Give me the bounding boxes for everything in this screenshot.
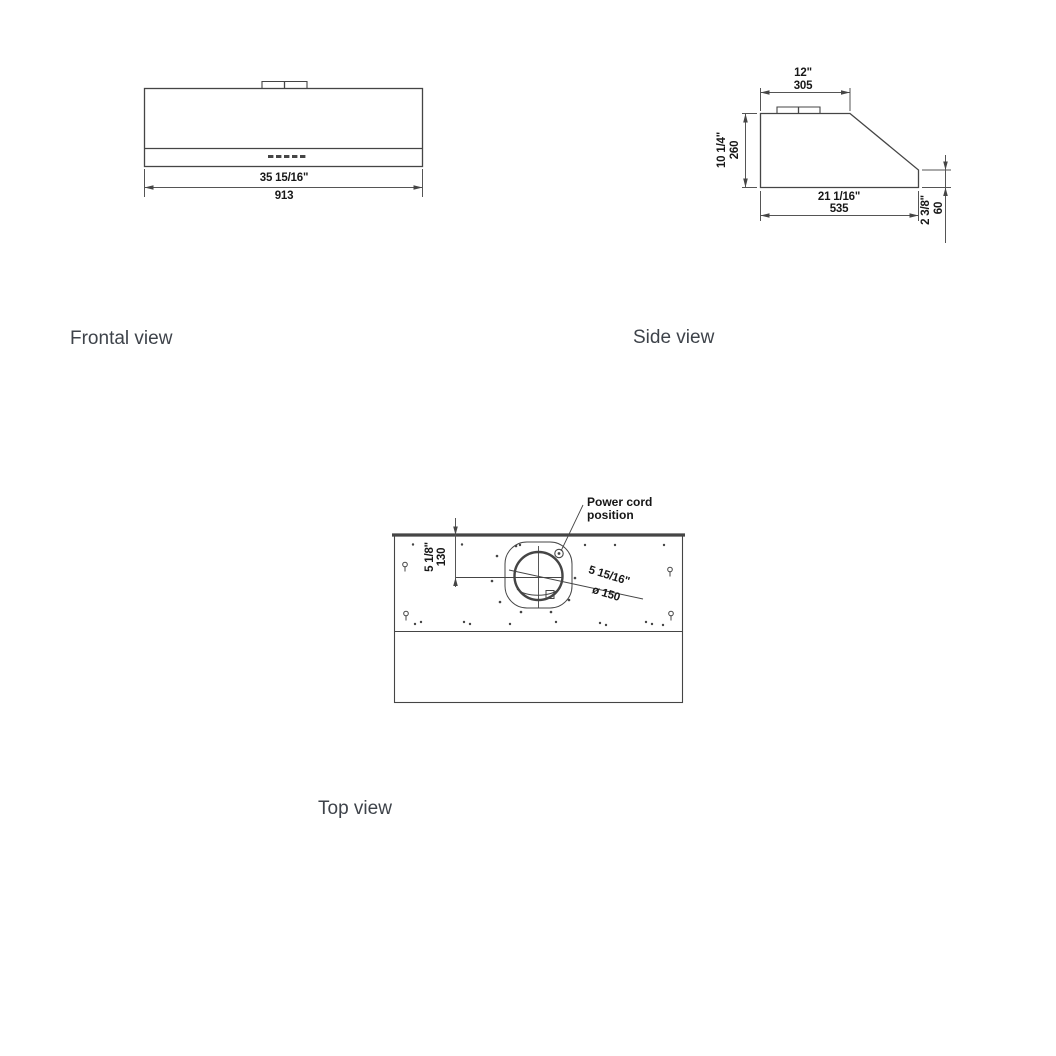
power-cord-annotation [587, 496, 652, 521]
side-view-label: Side view [633, 327, 715, 348]
top-center-offset-mm: 130 [436, 547, 448, 567]
side-height-mm: 260 [729, 140, 741, 160]
side-duct-width-inches: 12" [794, 67, 812, 79]
power-cord-annotation-line2: position [587, 507, 634, 522]
side-depth-mm: 535 [829, 203, 849, 215]
top-center-offset-inches: 5 1/8" [424, 542, 436, 572]
frontal-width-inches: 35 15/16" [259, 172, 309, 184]
top-view-label: Top view [318, 798, 392, 819]
side-depth-inches: 21 1/16" [817, 191, 861, 203]
side-lip-height-mm: 60 [933, 201, 945, 215]
power-cord-annotation-line1: Power cord [587, 495, 653, 509]
top-duct-diameter-mm: ø 150 [590, 584, 622, 604]
frontal-view-label: Frontal view [70, 328, 173, 349]
frontal-width-mm: 913 [274, 190, 294, 202]
side-lip-height-inches: 2 3/8" [920, 195, 932, 225]
top-view-drawing [392, 505, 685, 703]
side-height-inches: 10 1/4" [716, 131, 728, 169]
side-duct-width-mm: 305 [793, 80, 813, 92]
top-duct-diameter-inches: 5 15/16" [587, 564, 631, 588]
